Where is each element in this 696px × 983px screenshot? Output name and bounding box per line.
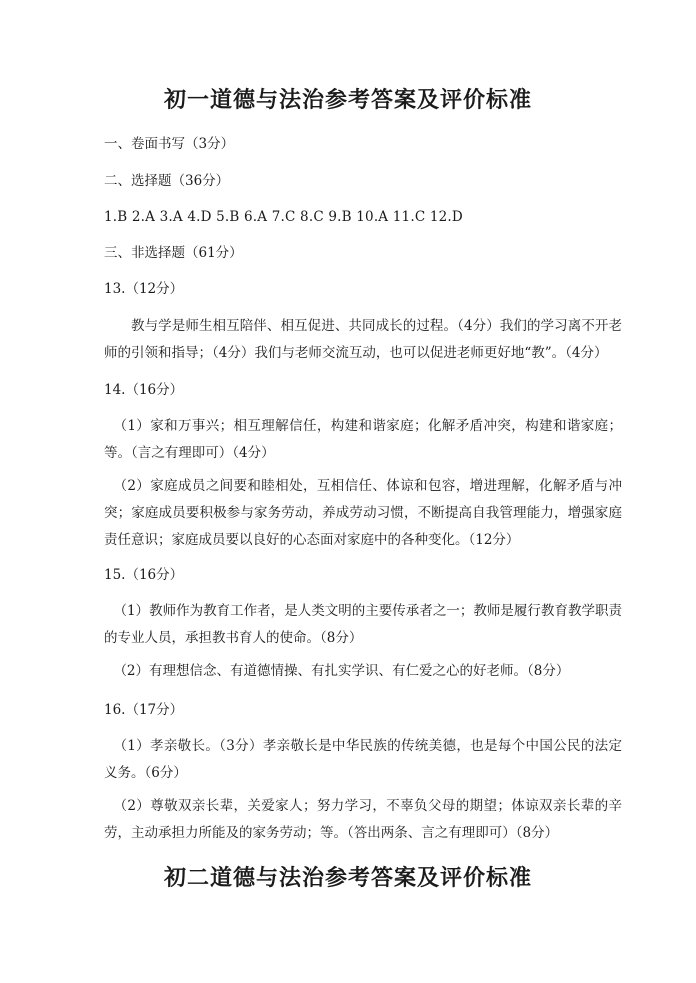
question-13-header: 13.（12分） <box>104 281 184 297</box>
question-15-part2: （2）有理想信念、有道德情操、有扎实学识、有仁爱之心的好老师。（8分） <box>113 663 570 679</box>
question-14-part2: （2）家庭成员之间要和睦相处，互相信任、体谅和包容，增进理解，化解矛盾与冲突；家庭成员要积极参与家务劳动，养成劳动习惯，不断提高自我管理能力，增强家庭责任意识；家庭成员要以良好的心态面对家庭中的各种变化。（12分） <box>104 478 622 548</box>
section-non-choice: 三、非选择题（61分） <box>104 245 243 261</box>
section-handwriting: 一、卷面书写（3分） <box>104 136 235 152</box>
question-14-part1: （1）家和万事兴；相互理解信任，构建和谐家庭；化解矛盾冲突，构建和谐家庭；等。（言之有理即可）（4分） <box>104 418 622 461</box>
grade7-title: 初一道德与法治参考答案及评价标准 <box>163 87 532 113</box>
question-16-header: 16.（17分） <box>104 702 184 718</box>
question-16-part2: （2）尊敬双亲长辈，关爱家人；努力学习，不辜负父母的期望；体谅双亲长辈的辛劳，主动承担力所能及的家务劳动；等。（答出两条、言之有理即可）（8分） <box>104 798 622 841</box>
question-15-header: 15.（16分） <box>104 567 184 583</box>
section-multiple-choice: 二、选择题（36分） <box>104 173 230 189</box>
multiple-choice-answers: 1.B 2.A 3.A 4.D 5.B 6.A 7.C 8.C 9.B 10.A 11.C 12.D <box>104 209 463 225</box>
question-14-header: 14.（16分） <box>104 382 184 398</box>
question-15-part1: （1）教师作为教育工作者，是人类文明的主要传承者之一；教师是履行教育教学职责的专业人员，承担教书育人的使命。（8分） <box>104 603 622 646</box>
grade8-title: 初二道德与法治参考答案及评价标准 <box>163 865 532 891</box>
question-16-part1: （1）孝亲敬长。（3分）孝亲敬长是中华民族的传统美德，也是每个中国公民的法定义务。（6分） <box>104 738 622 781</box>
question-13-answer: 教与学是师生相互陪伴、相互促进、共同成长的过程。（4分）我们的学习离不开老师的引领和指导；（4分）我们与老师交流互动，也可以促进老师更好地“教”。（4分） <box>104 318 622 361</box>
